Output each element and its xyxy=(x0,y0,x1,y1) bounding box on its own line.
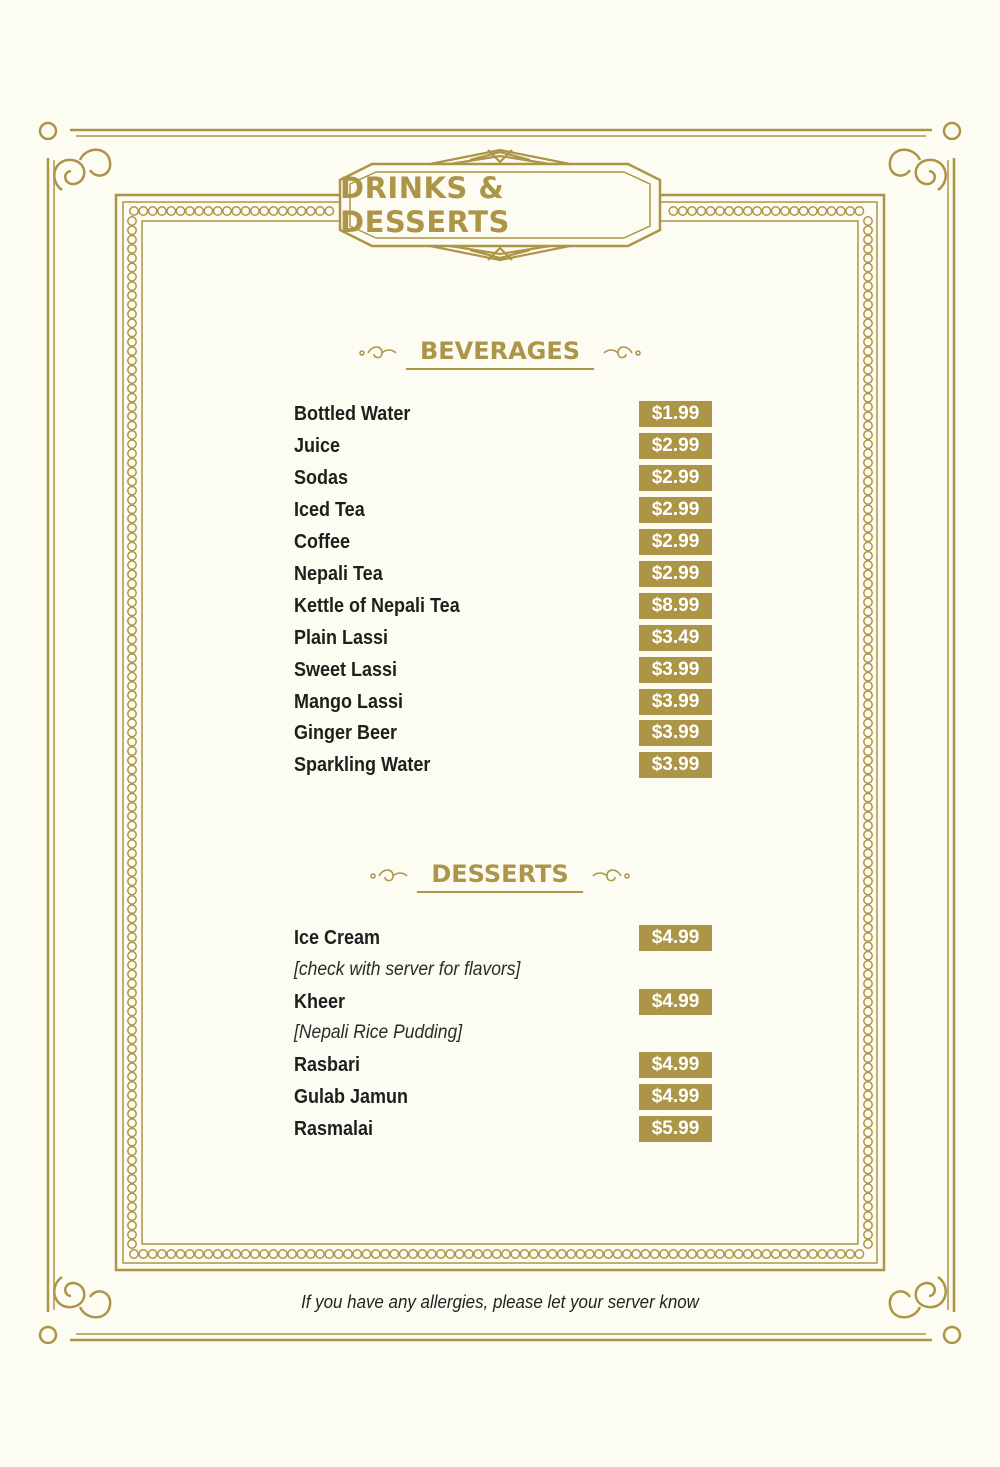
section-heading-desserts xyxy=(0,859,1000,893)
item-price: $3.99 xyxy=(639,720,712,746)
item-name: Kheer xyxy=(294,991,346,1013)
menu-item-row xyxy=(294,497,714,523)
section-heading-beverages xyxy=(0,336,1000,370)
item-price: $5.99 xyxy=(639,1116,712,1142)
item-price: $8.99 xyxy=(639,593,712,619)
menu-item-row xyxy=(294,465,714,491)
allergy-note: If you have any allergies, please let your server know xyxy=(301,1292,699,1312)
item-name: Gulab Jamun xyxy=(294,1086,409,1108)
item-name: Juice xyxy=(294,435,341,457)
item-price: $3.99 xyxy=(639,752,712,778)
item-price: $2.99 xyxy=(639,529,712,555)
item-price: $4.99 xyxy=(639,1052,712,1078)
item-price: $1.99 xyxy=(639,401,712,427)
menu-item-row xyxy=(294,433,714,459)
item-name: Sparkling Water xyxy=(294,754,431,776)
section-heading-text: DESSERTS xyxy=(417,859,582,893)
item-name: Kettle of Nepali Tea xyxy=(294,595,460,617)
menu-item-row xyxy=(294,989,714,1015)
menu-item-row xyxy=(294,1084,714,1110)
item-name: Iced Tea xyxy=(294,499,365,521)
item-name: Ginger Beer xyxy=(294,722,398,744)
flourish-left-icon xyxy=(358,342,398,362)
item-price: $3.99 xyxy=(639,657,712,683)
menu-item-row xyxy=(294,720,714,746)
menu-title: DRINKS & DESSERTS xyxy=(340,171,510,239)
flourish-right-icon xyxy=(602,342,642,362)
menu-item-row xyxy=(294,689,714,715)
menu-item-row xyxy=(294,401,714,427)
flourish-left-icon xyxy=(369,865,409,885)
item-price: $3.49 xyxy=(639,625,712,651)
section-heading-text: BEVERAGES xyxy=(406,336,594,370)
menu-item-row xyxy=(294,1116,714,1142)
menu-item-row xyxy=(294,925,714,951)
item-name: Ice Cream xyxy=(294,927,381,949)
item-name: Sodas xyxy=(294,467,349,489)
item-price: $3.99 xyxy=(639,689,712,715)
menu-item-row xyxy=(294,593,714,619)
item-price: $2.99 xyxy=(639,433,712,459)
item-price: $2.99 xyxy=(639,465,712,491)
flourish-right-icon xyxy=(591,865,631,885)
menu-item-row xyxy=(294,529,714,555)
menu-item-row xyxy=(294,1052,714,1078)
menu-item-row xyxy=(294,752,714,778)
item-price: $4.99 xyxy=(639,989,712,1015)
item-price: $2.99 xyxy=(639,561,712,587)
item-name: Rasbari xyxy=(294,1054,361,1076)
item-name: Nepali Tea xyxy=(294,563,383,585)
item-name: Bottled Water xyxy=(294,403,411,425)
item-name: Rasmalai xyxy=(294,1118,374,1140)
item-name: Sweet Lassi xyxy=(294,659,398,681)
menu-item-row xyxy=(294,561,714,587)
item-name: Plain Lassi xyxy=(294,627,389,649)
item-note: [Nepali Rice Pudding] xyxy=(294,1022,463,1043)
item-name: Coffee xyxy=(294,531,351,553)
menu-item-row xyxy=(294,625,714,651)
item-price: $4.99 xyxy=(639,1084,712,1110)
item-price: $4.99 xyxy=(639,925,712,951)
item-price: $2.99 xyxy=(639,497,712,523)
item-name: Mango Lassi xyxy=(294,691,404,713)
item-note: [check with server for flavors] xyxy=(294,959,521,980)
menu-item-row xyxy=(294,657,714,683)
